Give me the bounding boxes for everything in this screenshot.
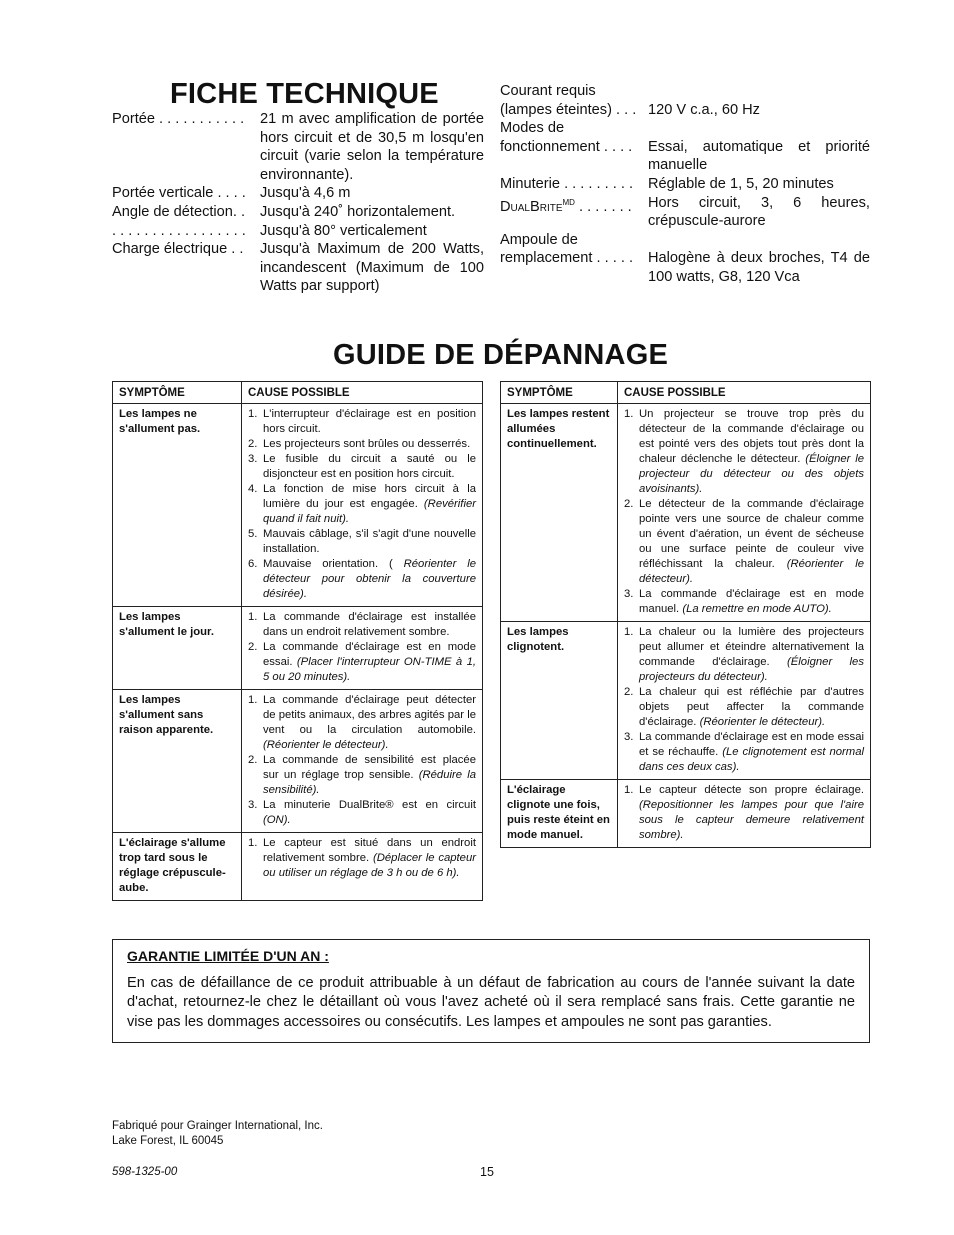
spec-row [112, 240, 484, 296]
cause-text: La commande d'éclairage est en mode essai. [263, 641, 476, 668]
troubleshooting-table-left [112, 381, 483, 901]
spec-label: Charge électrique . . [112, 241, 244, 258]
cause-item [624, 407, 864, 497]
cause-item [248, 437, 476, 452]
cause-number: 2. [248, 438, 258, 450]
spec-label: remplacement . . . . . [500, 250, 634, 267]
table-row [113, 833, 483, 901]
spec-label: Portée verticale . . . . [112, 185, 246, 202]
cause-text: La commande d'éclairage est en mode manuel. [639, 588, 864, 615]
cause-text: La minuterie DualBrite® est en circuit [263, 799, 476, 811]
spec-label: fonctionnement . . . . [500, 138, 633, 155]
troubleshooting-title: GUIDE DE DÉPANNAGE [333, 339, 668, 371]
cause-item [248, 557, 476, 602]
cause-item [248, 610, 476, 640]
spec-list-right [500, 82, 870, 287]
column-header-cause: CAUSE POSSIBLE [242, 382, 483, 404]
spec-row [500, 119, 870, 138]
spec-value: Jusqu'à Maximum de 200 Watts, incandescent (Maximum de 100 Watts par support) [260, 241, 484, 295]
cause-cell [618, 404, 871, 622]
symptom-cell: Les lampes s'allument sans raison apparente. [113, 690, 242, 833]
cause-item [248, 693, 476, 753]
cause-text: La commande d'éclairage est en mode essai et se réchauffe. [639, 731, 864, 758]
spec-label-brand: DualBrite [500, 198, 563, 215]
cause-item [248, 452, 476, 482]
spec-value: Réglable de 1, 5, 20 minutes [648, 175, 834, 192]
cause-remedy: (La remettre en mode AUTO). [682, 603, 832, 615]
warranty-box [112, 939, 870, 1043]
cause-item [624, 783, 864, 843]
spec-label [500, 194, 648, 216]
cause-remedy: (ON). [263, 814, 291, 826]
spec-row [500, 138, 870, 175]
cause-remedy: (Éloigner les projecteurs du détecteur). [639, 656, 864, 683]
cause-cell [242, 607, 483, 690]
spec-value: Jusqu'à 4,6 m [260, 185, 351, 202]
spec-row [112, 203, 484, 222]
spec-label: Portée . . . . . . . . . . . [112, 111, 245, 127]
table-row [501, 622, 871, 780]
manufacturer-address: Lake Forest, IL 60045 [112, 1135, 224, 1147]
cause-list [624, 625, 864, 775]
manufacturer-name: Fabriqué pour Grainger International, Inc. [112, 1120, 323, 1132]
cause-text: Un projecteur se trouve trop près du détecteur de la commande d'éclairage ou est pointé vers des objets tout près dont la chaleur déclenche le détecteur. [639, 408, 864, 465]
spec-value: Essai, automatique et priorité manuelle [648, 138, 870, 174]
column-header-cause: CAUSE POSSIBLE [618, 382, 871, 404]
cause-text: Le détecteur de la commande d'éclairage pointe vers une source de chaleur comme un évent d'aération, un évent de sécheuse ou une surface peinte de couleur vive réfléchissant la chaleur. [639, 498, 864, 570]
cause-item [624, 685, 864, 730]
cause-list [624, 783, 864, 843]
spec-label: . . . . . . . . . . . . . . . . . [112, 222, 246, 239]
cause-text: La commande d'éclairage peut détecter de petits animaux, des arbres agités par le vent ou la circulation automobile. [263, 694, 476, 736]
cause-text: La chaleur ou la lumière des projecteurs peut allumer et éteindre alternativement la commande d'éclairage. [639, 626, 864, 668]
cause-item [624, 497, 864, 587]
symptom-cell: Les lampes ne s'allument pas. [113, 404, 242, 607]
spec-label: Ampoule de [500, 231, 578, 248]
cause-item [624, 625, 864, 685]
cause-cell [618, 622, 871, 780]
cause-number: 1. [248, 694, 258, 706]
symptom-cell: L'éclairage clignote une fois, puis reste éteint en mode manuel. [501, 780, 618, 848]
cause-list [248, 407, 476, 602]
spec-value: Jusqu'à 80° verticalement [260, 222, 427, 239]
cause-remedy: (Placer l'interrupteur ON-TIME à 1, 5 ou 20 minutes). [263, 656, 476, 683]
cause-remedy: (Réorienter le détecteur). [699, 716, 826, 728]
cause-remedy: (Le clignotement est normal dans ces deux cas). [639, 746, 864, 773]
cause-item [248, 482, 476, 527]
spec-value [648, 119, 870, 138]
cause-text: La chaleur qui est réfléchie par d'autres objets peut affecter la commande d'éclairage. [639, 686, 864, 728]
spec-label: Modes de [500, 120, 565, 137]
cause-number: 4. [248, 483, 258, 495]
cause-item [248, 836, 476, 881]
cause-list [624, 407, 864, 617]
cause-item [624, 730, 864, 775]
symptom-cell: Les lampes s'allument le jour. [113, 607, 242, 690]
cause-number: 2. [248, 641, 258, 653]
spec-value: Hors circuit, 3, 6 heures, crépuscule-aurore [648, 194, 870, 230]
spec-label-sup: MD [562, 197, 575, 207]
cause-item [248, 527, 476, 557]
cause-cell [618, 780, 871, 848]
cause-remedy: (Déplacer le capteur ou utiliser un réglage de 3 h ou de 6 h). [263, 852, 476, 879]
cause-remedy: (Réduire la sensibilité). [263, 769, 476, 796]
spec-label: Angle de détection. . [112, 203, 246, 220]
cause-number: 6. [248, 558, 258, 570]
cause-number: 1. [248, 408, 258, 420]
cause-number: 1. [248, 837, 258, 849]
cause-text: Mauvais câblage, s'il s'agit d'une nouvelle installation. [263, 528, 476, 555]
cause-remedy: Réorienter le détecteur pour obtenir la couverture désirée). [263, 558, 476, 600]
spec-row [500, 101, 870, 120]
spec-row [500, 231, 870, 250]
symptom-cell: L'éclairage s'allume trop tard sous le réglage crépuscule-aube. [113, 833, 242, 901]
spec-value: 21 m avec amplification de portée hors circuit et de 30,5 m losqu'en circuit (varie selon la température environnante). [260, 111, 484, 183]
spec-value: Halogène à deux broches, T4 de 100 watts, G8, 120 Vca [648, 250, 870, 285]
table-row [501, 780, 871, 848]
cause-list [248, 836, 476, 881]
cause-cell [242, 690, 483, 833]
cause-item [248, 407, 476, 437]
symptom-cell: Les lampes restent allumées continuellement. [501, 404, 618, 622]
cause-text: La commande de sensibilité est placée sur un réglage trop sensible. [263, 754, 476, 781]
cause-item [248, 640, 476, 685]
cause-item [624, 587, 864, 617]
cause-text: Mauvaise orientation. ( [263, 558, 393, 570]
cause-remedy: (Réorienter le détecteur). [639, 558, 864, 585]
spec-row [500, 194, 870, 231]
cause-cell [242, 404, 483, 607]
cause-number: 2. [624, 686, 634, 698]
spec-label-dots: . . . . . . . [574, 198, 632, 215]
spec-row [500, 249, 870, 286]
cause-list [248, 693, 476, 828]
cause-number: 1. [624, 784, 634, 796]
cause-text: La commande d'éclairage est installée dans un endroit relativement sombre. [263, 611, 476, 638]
fiche-technique-title: FICHE TECHNIQUE [170, 78, 439, 110]
cause-item [248, 753, 476, 798]
spec-label: Minuterie . . . . . . . . . [500, 175, 634, 192]
spec-row [112, 184, 484, 203]
cause-remedy: (Repositionner les lampes pour que l'aire sous le capteur demeure relativement sombre). [639, 799, 864, 841]
table-row [113, 607, 483, 690]
cause-cell [242, 833, 483, 901]
cause-number: 3. [624, 588, 634, 600]
cause-number: 3. [248, 453, 258, 465]
cause-text: La fonction de mise hors circuit à la lumière du jour est engagée. [263, 483, 476, 510]
table-row [113, 404, 483, 607]
spec-value: Jusqu'à 240˚ horizontalement. [260, 203, 456, 220]
symptom-cell: Les lampes clignotent. [501, 622, 618, 780]
cause-text: Les projecteurs sont brûles ou desserrés. [263, 438, 471, 450]
cause-text: L'interrupteur d'éclairage est en position hors circuit. [263, 408, 476, 435]
column-header-symptom: SYMPTÔME [501, 382, 618, 404]
warranty-title: GARANTIE LIMITÉE D'UN AN : [127, 948, 329, 964]
cause-number: 1. [624, 626, 634, 638]
cause-list [248, 610, 476, 685]
spec-row [500, 82, 870, 101]
spec-value [648, 231, 870, 250]
column-header-symptom: SYMPTÔME [113, 382, 242, 404]
cause-text: Le capteur est situé dans un endroit relativement sombre. [263, 837, 476, 864]
spec-row [500, 175, 870, 194]
spec-value [648, 82, 870, 101]
cause-number: 5. [248, 528, 258, 540]
spec-list-left [112, 110, 484, 296]
table-row [113, 690, 483, 833]
cause-remedy: (Réorienter le détecteur). [263, 739, 389, 751]
cause-remedy: (Éloigner le projecteur du détecteur ou des objets avoisinants). [639, 453, 864, 495]
cause-number: 1. [624, 408, 634, 420]
spec-row [112, 222, 484, 241]
table-row [501, 404, 871, 622]
spec-label: (lampes éteintes) . . . [500, 101, 637, 118]
cause-text: Le fusible du circuit a sauté ou le disjoncteur est en position hors circuit. [263, 453, 476, 480]
cause-remedy: (Revérifier quand il fait nuit). [263, 498, 477, 525]
page-number: 15 [480, 1165, 494, 1179]
spec-row [112, 110, 484, 184]
warranty-text: En cas de défaillance de ce produit attribuable à un défaut de fabrication au cours de l'année suivant la date d'achat, retournez-le chez le détaillant où vous l'avez acheté où il sera remplacé sans frais. Cette garantie ne vise pas les dommages accessoires ou consécutifs. Les lampes et ampoules ne sont pas garanties. [127, 975, 855, 1030]
cause-number: 2. [624, 498, 634, 510]
cause-number: 3. [624, 731, 634, 743]
manufacturer-info [112, 1119, 323, 1149]
spec-label: Courant requis [500, 83, 596, 99]
cause-item [248, 798, 476, 828]
cause-number: 3. [248, 799, 258, 811]
cause-number: 2. [248, 754, 258, 766]
spec-value: 120 V c.a., 60 Hz [648, 101, 760, 118]
part-number: 598-1325-00 [112, 1166, 178, 1178]
troubleshooting-table-right [500, 381, 871, 848]
cause-text: Le capteur détecte son propre éclairage. [639, 784, 864, 796]
cause-number: 1. [248, 611, 258, 623]
